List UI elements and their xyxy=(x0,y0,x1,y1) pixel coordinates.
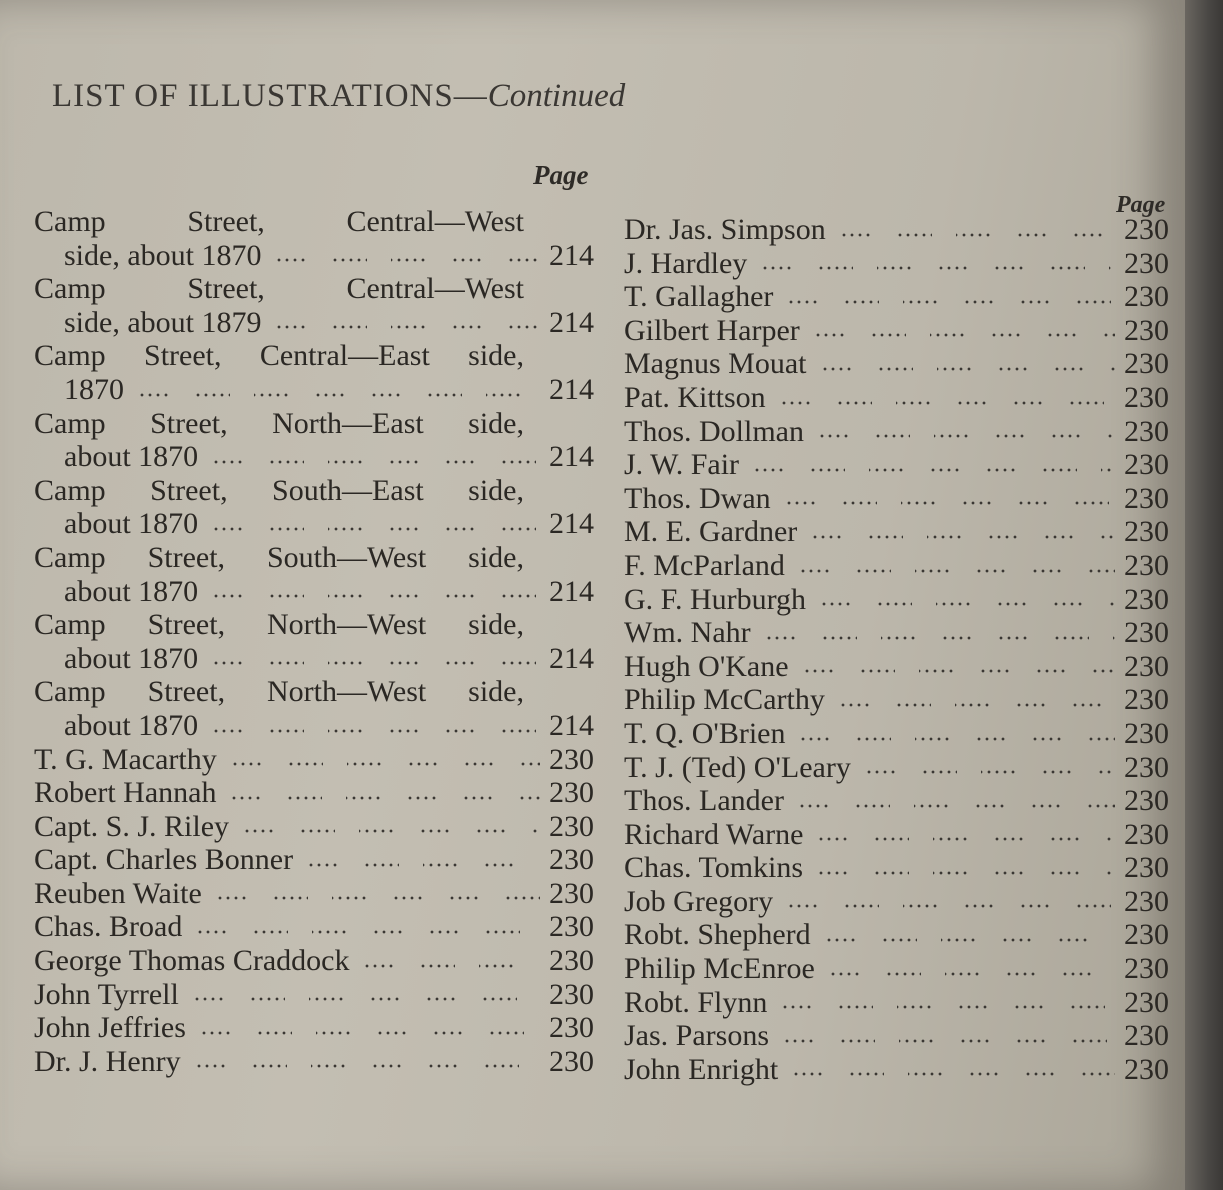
entry-title-continued: 1870 xyxy=(64,372,124,406)
list-entry xyxy=(624,213,1169,247)
leader-dots xyxy=(230,778,540,808)
entry-page-number: 230 xyxy=(1124,918,1169,952)
title-word: Camp xyxy=(34,473,106,507)
list-entry xyxy=(624,583,1169,617)
entry-page-number: 230 xyxy=(549,843,594,877)
list-entry xyxy=(34,843,594,877)
leader-dots xyxy=(275,308,540,338)
leader-dots xyxy=(200,1013,540,1043)
list-entry xyxy=(624,616,1169,650)
list-entry-line xyxy=(34,575,594,609)
list-entry xyxy=(624,784,1169,818)
entry-page-number: 214 xyxy=(549,440,594,474)
title-word: Street, xyxy=(147,540,226,574)
leader-dots xyxy=(839,685,1115,715)
title-word: side, xyxy=(468,675,524,709)
entry-page-number: 214 xyxy=(549,641,594,675)
list-entry xyxy=(624,717,1169,751)
leader-dots xyxy=(817,853,1115,883)
entry-name: Thos. Dwan xyxy=(624,481,771,515)
title-word: side, xyxy=(468,406,524,440)
title-word: Street, xyxy=(147,608,226,642)
list-entry xyxy=(34,877,594,911)
title-word: Camp xyxy=(34,272,106,306)
title-word: side, xyxy=(468,339,524,373)
leader-dots xyxy=(765,618,1115,648)
list-entry xyxy=(624,1053,1169,1087)
entry-name: Job Gregory xyxy=(624,884,774,918)
list-entry xyxy=(624,986,1169,1020)
list-entry xyxy=(624,381,1169,415)
title-word: North—East xyxy=(272,406,424,440)
list-entry xyxy=(34,1045,594,1079)
leader-dots xyxy=(818,416,1115,446)
list-entry xyxy=(624,448,1169,482)
leader-dots xyxy=(193,979,540,1009)
title-word: Street, xyxy=(147,675,226,709)
entry-title-continued: side, about 1879 xyxy=(64,305,262,339)
entry-title: Reuben Waite xyxy=(34,876,202,910)
entry-name: Jas. Parsons xyxy=(624,1019,770,1053)
list-entry xyxy=(34,743,594,777)
entry-page-number: 230 xyxy=(1124,448,1169,482)
list-entry xyxy=(34,810,594,844)
entry-title-continued: side, about 1870 xyxy=(64,238,262,272)
entry-name: Thos. Dollman xyxy=(624,414,804,448)
entry-page-number: 230 xyxy=(549,776,594,810)
leader-dots xyxy=(216,879,540,909)
entry-name: Wm. Nahr xyxy=(624,616,751,650)
list-entry xyxy=(624,1019,1169,1053)
entry-page-number: 230 xyxy=(549,1044,594,1078)
title-word: Street, xyxy=(144,339,222,373)
leader-dots xyxy=(212,711,540,741)
list-entry xyxy=(624,885,1169,919)
entry-page-number: 230 xyxy=(1124,784,1169,818)
entry-page-number: 230 xyxy=(1124,851,1169,885)
list-entry-line xyxy=(34,541,594,575)
list-entry-line xyxy=(34,239,594,273)
leader-dots xyxy=(799,719,1115,749)
entry-page-number: 230 xyxy=(1124,481,1169,515)
entry-name: Dr. Jas. Simpson xyxy=(624,213,826,246)
leader-dots xyxy=(275,240,540,270)
list-entry-line xyxy=(34,507,594,541)
entry-title: Chas. Broad xyxy=(34,910,183,944)
entry-name: T. Gallagher xyxy=(624,280,774,314)
entry-name: G. F. Hurburgh xyxy=(624,582,807,616)
entry-name: Magnus Mouat xyxy=(624,347,807,381)
leader-dots xyxy=(195,1047,540,1077)
title-word: Street, xyxy=(150,473,228,507)
list-entry xyxy=(624,515,1169,549)
entry-name: Chas. Tomkins xyxy=(624,851,804,885)
entry-page-number: 230 xyxy=(1124,1019,1169,1053)
title-word: Camp xyxy=(34,339,106,373)
leader-dots xyxy=(792,1055,1115,1085)
list-entry xyxy=(624,314,1169,348)
entry-title: John Tyrrell xyxy=(34,977,179,1011)
entry-name: Robt. Shepherd xyxy=(624,918,811,952)
entry-page-number: 230 xyxy=(549,809,594,843)
list-entry xyxy=(34,1011,594,1045)
entry-title xyxy=(34,205,532,239)
entry-page-number: 214 xyxy=(549,372,594,406)
title-word: North—West xyxy=(267,608,427,642)
title-word: Camp xyxy=(34,675,106,709)
entry-page-number: 214 xyxy=(549,305,594,339)
leader-dots xyxy=(138,375,540,405)
illustrations-right-column xyxy=(624,213,1169,1086)
entry-page-number: 230 xyxy=(1124,582,1169,616)
leader-dots xyxy=(785,484,1115,514)
entry-name: Richard Warne xyxy=(624,817,804,851)
entry-title xyxy=(34,407,532,441)
leader-dots xyxy=(307,845,540,875)
title-word: Camp xyxy=(34,540,106,574)
leader-dots xyxy=(781,987,1115,1017)
entry-title-continued: about 1870 xyxy=(64,574,199,608)
list-entry xyxy=(34,944,594,978)
list-entry xyxy=(34,776,594,810)
title-word: Camp xyxy=(34,608,106,642)
leader-dots xyxy=(196,912,540,942)
entry-page-number: 230 xyxy=(1124,649,1169,683)
list-entry-line xyxy=(34,608,594,642)
entry-title-continued: about 1870 xyxy=(64,708,199,742)
entry-title: Capt. Charles Bonner xyxy=(34,843,294,877)
title-word: Central—West xyxy=(346,205,524,238)
title-suffix: Continued xyxy=(487,78,626,114)
entry-title: Capt. S. J. Riley xyxy=(34,809,230,843)
page-column-label-right: Page xyxy=(1116,192,1166,218)
entry-page-number: 230 xyxy=(1124,246,1169,280)
leader-dots xyxy=(811,517,1115,547)
leader-dots xyxy=(821,349,1116,379)
leader-dots xyxy=(761,248,1115,278)
entry-name: Gilbert Harper xyxy=(624,313,800,347)
leader-dots xyxy=(820,584,1115,614)
list-entry-line xyxy=(34,205,594,239)
entry-page-number: 214 xyxy=(549,708,594,742)
entry-name: Philip McEnroe xyxy=(624,952,815,986)
leader-dots xyxy=(798,786,1115,816)
title-word: side, xyxy=(468,608,524,642)
entry-page-number: 214 xyxy=(549,574,594,608)
title-word: Camp xyxy=(34,406,106,440)
entry-page-number: 230 xyxy=(549,910,594,944)
entry-page-number: 230 xyxy=(549,876,594,910)
list-entry-line xyxy=(34,675,594,709)
entry-title: John Jeffries xyxy=(34,1011,186,1045)
list-entry xyxy=(624,549,1169,583)
page-title xyxy=(52,78,625,115)
entry-name: Pat. Kittson xyxy=(624,380,766,414)
entry-page-number: 230 xyxy=(1124,213,1169,246)
list-entry xyxy=(34,910,594,944)
entry-title xyxy=(34,608,532,642)
entry-page-number: 230 xyxy=(1124,683,1169,717)
leader-dots xyxy=(865,752,1115,782)
title-word: Central—East xyxy=(259,339,430,373)
leader-dots xyxy=(212,442,540,472)
page-column-label-left: Page xyxy=(533,160,589,190)
leader-dots xyxy=(817,819,1115,849)
entry-title xyxy=(34,272,532,306)
leader-dots xyxy=(363,946,540,976)
illustrations-left-column xyxy=(34,205,594,1078)
list-entry xyxy=(34,978,594,1012)
leader-dots xyxy=(840,215,1115,245)
leader-dots xyxy=(787,887,1115,917)
entry-title xyxy=(34,675,532,709)
leader-dots xyxy=(231,744,540,774)
entry-title xyxy=(34,541,532,575)
list-entry-line xyxy=(34,272,594,306)
title-word: Street, xyxy=(187,272,265,306)
entry-page-number: 230 xyxy=(549,944,594,978)
entry-name: M. E. Gardner xyxy=(624,515,798,549)
list-entry-line xyxy=(34,373,594,407)
list-entry xyxy=(624,818,1169,852)
entry-page-number: 230 xyxy=(549,977,594,1011)
leader-dots xyxy=(243,811,540,841)
entry-name: Robt. Flynn xyxy=(624,985,768,1019)
entry-page-number: 230 xyxy=(1124,716,1169,750)
entry-title: Dr. J. Henry xyxy=(34,1044,181,1078)
entry-name: J. Hardley xyxy=(624,246,748,280)
entry-title xyxy=(34,474,532,508)
list-entry xyxy=(624,751,1169,785)
entry-page-number: 230 xyxy=(549,1011,594,1045)
title-word: Street, xyxy=(150,406,228,440)
leader-dots xyxy=(825,920,1115,950)
leader-dots xyxy=(814,316,1115,346)
list-entry-line xyxy=(34,407,594,441)
leader-dots xyxy=(803,652,1115,682)
list-entry xyxy=(624,650,1169,684)
entry-name: F. McParland xyxy=(624,548,785,582)
entry-name: John Enright xyxy=(624,1052,779,1086)
title-word: South—West xyxy=(266,540,427,574)
leader-dots xyxy=(783,1021,1115,1051)
list-entry-line xyxy=(34,709,594,743)
entry-page-number: 230 xyxy=(1124,985,1169,1019)
list-entry-line xyxy=(34,642,594,676)
entry-name: T. Q. O'Brien xyxy=(624,716,786,750)
entry-page-number: 230 xyxy=(1124,380,1169,414)
entry-page-number: 230 xyxy=(1124,548,1169,582)
leader-dots xyxy=(212,644,540,674)
leader-dots xyxy=(787,282,1115,312)
title-main: LIST OF ILLUSTRATIONS— xyxy=(52,78,488,114)
leader-dots xyxy=(780,383,1115,413)
title-word: side, xyxy=(468,540,524,574)
entry-page-number: 230 xyxy=(1124,750,1169,784)
entry-name: Philip McCarthy xyxy=(624,683,825,717)
entry-page-number: 230 xyxy=(1124,817,1169,851)
leader-dots xyxy=(212,576,540,606)
list-entry-line xyxy=(34,339,594,373)
entry-title: T. G. Macarthy xyxy=(34,742,217,776)
entry-page-number: 230 xyxy=(1124,616,1169,650)
entry-page-number: 230 xyxy=(1124,280,1169,314)
entry-page-number: 230 xyxy=(1124,347,1169,381)
list-entry-line xyxy=(34,306,594,340)
entry-page-number: 230 xyxy=(1124,1052,1169,1086)
entry-page-number: 230 xyxy=(1124,414,1169,448)
entry-title-continued: about 1870 xyxy=(64,440,199,474)
entry-title xyxy=(34,339,532,373)
title-word: Camp xyxy=(34,205,106,238)
list-entry xyxy=(624,683,1169,717)
title-word: North—West xyxy=(267,675,427,709)
title-word: Central—West xyxy=(346,272,524,306)
entry-title: Robert Hannah xyxy=(34,776,217,810)
title-word: side, xyxy=(468,473,524,507)
list-entry xyxy=(624,952,1169,986)
list-entry-line xyxy=(34,474,594,508)
leader-dots xyxy=(212,509,540,539)
entry-name: Hugh O'Kane xyxy=(624,649,789,683)
list-entry xyxy=(624,415,1169,449)
list-entry xyxy=(624,280,1169,314)
entry-name: T. J. (Ted) O'Leary xyxy=(624,750,851,784)
title-word: Street, xyxy=(187,205,265,238)
entry-name: J. W. Fair xyxy=(624,448,740,482)
list-entry-line xyxy=(34,440,594,474)
entry-name: Thos. Lander xyxy=(624,784,784,818)
entry-title-continued: about 1870 xyxy=(64,641,199,675)
leader-dots xyxy=(799,551,1115,581)
leader-dots xyxy=(829,954,1115,984)
entry-page-number: 230 xyxy=(1124,884,1169,918)
list-entry xyxy=(624,482,1169,516)
entry-page-number: 230 xyxy=(549,742,594,776)
entry-page-number: 230 xyxy=(1124,313,1169,347)
entry-title-continued: about 1870 xyxy=(64,507,199,541)
entry-page-number: 230 xyxy=(1124,952,1169,986)
list-entry xyxy=(624,347,1169,381)
page-edge-shadow xyxy=(1185,0,1223,1190)
entry-page-number: 214 xyxy=(549,238,594,272)
list-entry xyxy=(624,247,1169,281)
leader-dots xyxy=(753,450,1115,480)
list-entry xyxy=(624,851,1169,885)
entry-title: George Thomas Craddock xyxy=(34,944,350,978)
title-word: South—East xyxy=(272,473,424,507)
list-entry xyxy=(624,918,1169,952)
entry-page-number: 214 xyxy=(549,507,594,541)
entry-page-number: 230 xyxy=(1124,515,1169,549)
